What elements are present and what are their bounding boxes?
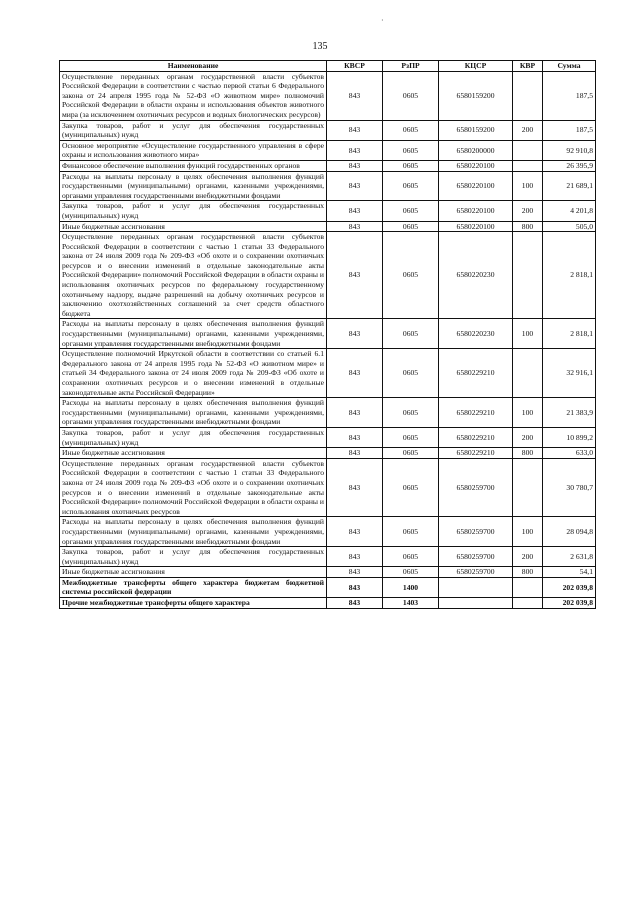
cell-name: Иные бюджетные ассигнования: [60, 567, 327, 578]
cell-kvsr: 843: [327, 221, 383, 232]
table-row: [60, 221, 596, 232]
cell-sum: 187,5: [543, 120, 596, 140]
cell-kvsr: 843: [327, 458, 383, 517]
cell-sum: 32 916,1: [543, 349, 596, 398]
cell-kcsr: [439, 577, 513, 597]
cell-kvr: [513, 232, 543, 319]
cell-name: Межбюджетные трансферты общего характера бюджетам бюджетной системы российской федерации: [60, 577, 327, 597]
cell-kcsr: 6580220100: [439, 171, 513, 201]
cell-kcsr: 6580229210: [439, 427, 513, 447]
cell-kcsr: 6580220100: [439, 201, 513, 221]
cell-name: Закупка товаров, работ и услуг для обеспечения государственных (муниципальных) нужд: [60, 427, 327, 447]
cell-kcsr: 6580259700: [439, 567, 513, 578]
table-row: [60, 319, 596, 349]
cell-kcsr: [439, 598, 513, 609]
cell-kvsr: 843: [327, 71, 383, 120]
cell-kvr: [513, 349, 543, 398]
cell-name: Осуществление переданных органам государственной власти субъектов Российской Федерации в соответствии с частью 1 статьи 33 Федерального закона от 24 июля 2009 года № 209-ФЗ «Об охоте и о сохранении охотничьих ресурсов и о внесении изменений в отдельные законодательные акты Российской Федерации» полномочий Российской Федерации в области охраны и использования охотничьих ресурсов: [60, 458, 327, 517]
cell-sum: 187,5: [543, 71, 596, 120]
cell-kvr: 100: [513, 319, 543, 349]
cell-kvr: 200: [513, 547, 543, 567]
cell-name: Основное мероприятие «Осуществление государственного управления в сфере охраны и использования животного мира»: [60, 140, 327, 160]
cell-kvr: 100: [513, 171, 543, 201]
header-rzpr: РзПР: [383, 61, 439, 72]
cell-name: Расходы на выплаты персоналу в целях обеспечения выполнения функций государственными (муниципальными) органами, казенными учреждениями, органами управления государственными внебюджетными фондами: [60, 517, 327, 547]
cell-kvr: 200: [513, 201, 543, 221]
cell-sum: 30 780,7: [543, 458, 596, 517]
cell-kvsr: 843: [327, 517, 383, 547]
cell-sum: 10 899,2: [543, 427, 596, 447]
header-sum: Сумма: [543, 61, 596, 72]
header-name: Наименование: [60, 61, 327, 72]
cell-kvr: 200: [513, 120, 543, 140]
table-row: [60, 547, 596, 567]
cell-rzpr: 0605: [383, 398, 439, 428]
cell-kcsr: 6580220230: [439, 232, 513, 319]
cell-kcsr: 6580159200: [439, 120, 513, 140]
table-row: [60, 232, 596, 319]
cell-sum: 505,0: [543, 221, 596, 232]
cell-kvsr: 843: [327, 140, 383, 160]
cell-kvr: [513, 71, 543, 120]
table-body: [60, 71, 596, 608]
cell-sum: 202 039,8: [543, 577, 596, 597]
cell-rzpr: 1403: [383, 598, 439, 609]
cell-rzpr: 0605: [383, 517, 439, 547]
cell-rzpr: 0605: [383, 349, 439, 398]
cell-rzpr: 0605: [383, 71, 439, 120]
table-row: [60, 598, 596, 609]
cell-kcsr: 6580259700: [439, 517, 513, 547]
cell-kvsr: 843: [327, 547, 383, 567]
cell-kcsr: 6580220100: [439, 221, 513, 232]
cell-kvsr: 843: [327, 567, 383, 578]
cell-kvsr: 843: [327, 120, 383, 140]
cell-kcsr: 6580259700: [439, 547, 513, 567]
cell-kvsr: 843: [327, 598, 383, 609]
budget-table: [59, 60, 596, 609]
cell-name: Закупка товаров, работ и услуг для обеспечения государственных (муниципальных) нужд: [60, 547, 327, 567]
cell-name: Прочие межбюджетные трансферты общего характера: [60, 598, 327, 609]
cell-kvsr: 843: [327, 349, 383, 398]
cell-rzpr: 0605: [383, 201, 439, 221]
table-row: [60, 458, 596, 517]
cell-name: Закупка товаров, работ и услуг для обеспечения государственных (муниципальных) нужд: [60, 201, 327, 221]
cell-rzpr: 0605: [383, 567, 439, 578]
table-row: [60, 398, 596, 428]
table-row: [60, 171, 596, 201]
cell-name: Осуществление переданных органам государственной власти субъектов Российской Федерации в соответствии с частью 1 статьи 33 Федерального закона от 24 июля 2009 года № 209-ФЗ «Об охоте и о сохранении охотничьих ресурсов и о внесении изменений в отдельные законодательные акты Российской Федерации» полномочий Российской Федерации в области охраны и использования охотничьих ресурсов по федеральному государственному охотничьему надзору, выдаче разрешений на добычу охотничьих ресурсов и заключению охотхозяйственных соглашений за счет средств областного бюджета: [60, 232, 327, 319]
cell-kvsr: 843: [327, 577, 383, 597]
cell-rzpr: 0605: [383, 458, 439, 517]
table-row: [60, 140, 596, 160]
cell-kvr: 800: [513, 448, 543, 459]
header-kvr: КВР: [513, 61, 543, 72]
page-number: 135: [312, 41, 328, 52]
cell-rzpr: 0605: [383, 171, 439, 201]
cell-rzpr: 0605: [383, 232, 439, 319]
cell-kvr: 800: [513, 567, 543, 578]
cell-kvsr: 843: [327, 427, 383, 447]
cell-kvsr: 843: [327, 201, 383, 221]
cell-kvsr: 843: [327, 160, 383, 171]
table-row: [60, 567, 596, 578]
cell-kcsr: 6580229210: [439, 448, 513, 459]
cell-name: Расходы на выплаты персоналу в целях обеспечения выполнения функций государственными (муниципальными) органами, казенными учреждениями, органами управления государственными внебюджетными фондами: [60, 319, 327, 349]
cell-kvr: [513, 598, 543, 609]
header-kcsr: КЦСР: [439, 61, 513, 72]
cell-kvsr: 843: [327, 398, 383, 428]
cell-sum: 26 395,9: [543, 160, 596, 171]
cell-sum: 2 818,1: [543, 232, 596, 319]
table-row: [60, 160, 596, 171]
cell-sum: 21 383,9: [543, 398, 596, 428]
cell-rzpr: 0605: [383, 160, 439, 171]
table-row: [60, 427, 596, 447]
cell-name: Расходы на выплаты персоналу в целях обеспечения выполнения функций государственными (муниципальными) органами, казенными учреждениями, органами управления государственными внебюджетными фондами: [60, 171, 327, 201]
cell-name: Осуществление полномочий Иркутской области в соответствии со статьей 6.1 Федерального закона от 24 апреля 1995 года № 52-ФЗ «О животном мире» и статьей 34 Федерального закона от 24 июля 2009 года № 209-ФЗ «Об охоте и сохранении охотничьих ресурсов и о внесении изменений в отдельные законодательные акты Российской Федерации»: [60, 349, 327, 398]
cell-name: Финансовое обеспечение выполнения функций государственных органов: [60, 160, 327, 171]
cell-kvr: [513, 140, 543, 160]
table-row: [60, 71, 596, 120]
cell-rzpr: 0605: [383, 221, 439, 232]
cell-sum: 2 818,1: [543, 319, 596, 349]
cell-sum: 202 039,8: [543, 598, 596, 609]
cell-kvsr: 843: [327, 448, 383, 459]
cell-kvr: [513, 160, 543, 171]
cell-kvsr: 843: [327, 232, 383, 319]
cell-sum: 28 094,8: [543, 517, 596, 547]
cell-kcsr: 6580200000: [439, 140, 513, 160]
cell-name: Осуществление переданных органам государственной власти субъектов Российской Федерации в соответствии с частью первой статьи 6 Федерального закона от 24 апреля 1995 года № 52-ФЗ «О животном мире» полномочий Российской Федерации в области охраны и использования объектов животного мира (за исключением охотничьих ресурсов и водных биологических ресурсов): [60, 71, 327, 120]
cell-kvr: 100: [513, 398, 543, 428]
table-row: [60, 517, 596, 547]
cell-kvr: 800: [513, 221, 543, 232]
cell-kvr: [513, 577, 543, 597]
cell-name: Расходы на выплаты персоналу в целях обеспечения выполнения функций государственными (муниципальными) органами, казенными учреждениями, органами управления государственными внебюджетными фондами: [60, 398, 327, 428]
cell-kcsr: 6580220100: [439, 160, 513, 171]
cell-sum: 633,0: [543, 448, 596, 459]
cell-rzpr: 0605: [383, 140, 439, 160]
cell-name: Иные бюджетные ассигнования: [60, 448, 327, 459]
cell-kcsr: 6580259700: [439, 458, 513, 517]
cell-kvr: 200: [513, 427, 543, 447]
cell-name: Иные бюджетные ассигнования: [60, 221, 327, 232]
cell-sum: 4 201,8: [543, 201, 596, 221]
cell-kvr: [513, 458, 543, 517]
cell-rzpr: 0605: [383, 427, 439, 447]
cell-kcsr: 6580220230: [439, 319, 513, 349]
cell-kcsr: 6580229210: [439, 349, 513, 398]
table-row: [60, 448, 596, 459]
cell-rzpr: 0605: [383, 547, 439, 567]
cell-kvr: 100: [513, 517, 543, 547]
cell-kvsr: 843: [327, 319, 383, 349]
cell-rzpr: 0605: [383, 448, 439, 459]
cell-sum: 2 631,8: [543, 547, 596, 567]
cell-rzpr: 1400: [383, 577, 439, 597]
cell-sum: 92 910,8: [543, 140, 596, 160]
cell-kvsr: 843: [327, 171, 383, 201]
cell-rzpr: 0605: [383, 120, 439, 140]
cell-name: Закупка товаров, работ и услуг для обеспечения государственных (муниципальных) нужд: [60, 120, 327, 140]
cell-sum: 21 689,1: [543, 171, 596, 201]
cell-sum: 54,1: [543, 567, 596, 578]
header-kvsr: КВСР: [327, 61, 383, 72]
table-row: [60, 201, 596, 221]
cell-kcsr: 6580229210: [439, 398, 513, 428]
table-header-row: [60, 61, 596, 72]
page-dot: ·: [381, 16, 384, 25]
table-row: [60, 577, 596, 597]
table-row: [60, 349, 596, 398]
table-row: [60, 120, 596, 140]
cell-kcsr: 6580159200: [439, 71, 513, 120]
cell-rzpr: 0605: [383, 319, 439, 349]
